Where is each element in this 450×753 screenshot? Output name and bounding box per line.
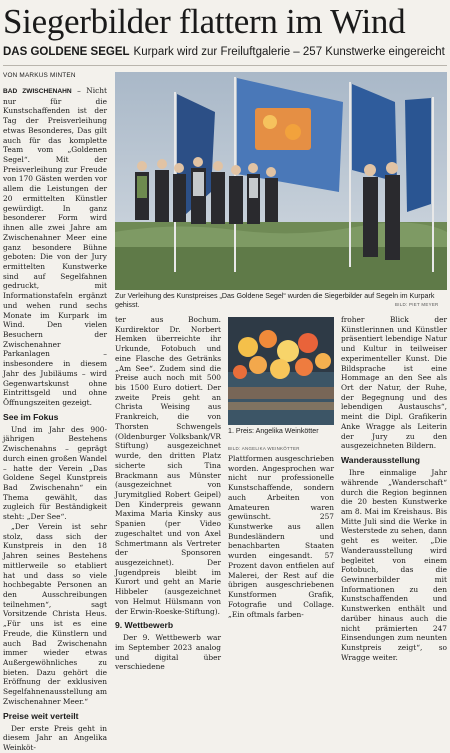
column-2 [115, 315, 221, 672]
winner-photo-credit: BILD: ANGELIKA WEINKÖTTER [228, 446, 300, 451]
subheadline [3, 45, 449, 60]
kicker: DAS GOLDENE SEGEL [3, 46, 130, 58]
subheading-wanderausstellung: Wanderausstellung [341, 455, 420, 466]
paragraph: Der 9. Wettbewerb war im September 2023 analog und digital über verschiedene [115, 633, 221, 672]
paragraph: Und im Jahr des 900-jährigen Bestehens Zwischenahns – geprägt durch einen großen Wandel – hatte der Verein „Das Goldene Segel Kunstpreis Bad Zwischenahn“ ein Thema gewählt, das zugleich für Beständigkeit steht: „Der See“. [3, 424, 107, 522]
paragraph: „Der Verein ist sehr stolz, dass sich der Kunstpreis in den 18 Jahren seines Bestehens mittlerweile so etabliert hat und dass so viele hochbegabte Personen an den Ausschreibungen teilnehmen“, sagt Vorsitzende Christa Heus. „Für uns ist es eine Freude, die Künstlern und auch Bad Zwischenahn immer wieder etwas Außergewöhnliches zu bieten. Dazu gehört die Eröffnung der exklusiven Segelfahnenausstellung am Zwischenahner Meer.“ [3, 521, 107, 706]
main-photo-illustration [115, 72, 447, 290]
winner-photo [228, 317, 334, 425]
dateline: BAD ZWISCHENAHN [3, 88, 72, 95]
winner-photo-caption: 1. Preis: Angelika Weinkötter [228, 427, 319, 435]
main-photo-caption: Zur Verleihung des Kunstpreises „Das Goldene Segel“ wurden die Siegerbilder auf Segeln im Kurpark gehisst. [115, 292, 435, 309]
column-4 [341, 315, 447, 662]
subhead-text: Kurpark wird zur Freiluftgalerie – 257 Kunstwerke eingereicht [133, 46, 445, 58]
paragraph: Ihre einmalige Jahr währende „Wanderschaft“ durch die Region beginnen die 20 besten Kunstwerke am 8. Mai im Kreishaus. Bis Mitte Juli sind die Werke in Westerstede zu sehen, dann geht es weiter. „Die Wanderausstellung wird begleitet von einem Fotobuch, das die Gewinnerbilder mit Informationen zu den Kunstschaffenden und Kunstwerken enthält und darüber hinaus auch die nicht prämierten 247 Einsendungen zum neunten Kunstpreis zeigt“, so Wragge weiter. [341, 468, 447, 662]
header-rule [3, 65, 447, 66]
headline: Siegerbilder flattern im Wind [3, 2, 406, 41]
paragraph: Plattformen ausgeschrieben worden. Angesprochen war nicht nur professionelle Kunstschaffende, sondern auch Arbeiten von Amateuren waren gewünscht. 257 Kunstwerke aus allen Bundesländern und benachbarten Staaten wurden eingesandt. 57 Prozent davon entfielen auf Malerei, der Rest auf die übrigen ausgeschriebenen Kunstformen Grafik, Fotografie und Collage. „Ein oftmals farben- [228, 454, 334, 619]
main-photo-credit: BILD: PIET MEYER [395, 302, 439, 307]
subheading-fokus: See im Fokus [3, 411, 59, 422]
subheading-preise: Preise weit verteilt [3, 710, 79, 721]
column-3 [228, 454, 334, 619]
main-photo [115, 72, 447, 290]
byline: VON MARKUS MINTEN [3, 72, 76, 79]
winner-photo-illustration [228, 317, 334, 425]
paragraph: froher Blick der Künstlerinnen und Künstler präsentiert lebendige Natur und Kultur in teilweiser experimenteller Kunst. Die Bildsprache ist eine Hommage an den See als Ort der Natur, der Ruhe, der Begegnung und des lebendigen Austauschs“, meint die Dipl. Grafikerin Anke Wragge als Leiterin der Jury zu den ausgezeichneten Bildern. [341, 315, 447, 451]
paragraph: Der erste Preis geht in diesem Jahr an Angelika Weinköt- [3, 723, 107, 752]
paragraph: – Nicht nur für die Kunstschaffenden ist der Tag der Preisverleihung etwas Besonderes, Das gilt auch für das komplette Team vom „Goldenen Segel“. Mit der Preisverleihung zur Freude von 170 Gästen werden vor allem die Leistungen der 20 ermittelten Künstler gewürdigt. In ganz besonderer Form wird ihnen alle zwei Jahre am Zwischenahner Meer eine ganz besondere Bühne geboten: Die von der Jury ermittelten Kunstwerke sind auf Segelfahnen gedruckt, mit Informationstafeln ergänzt und wehen rund sechs Monate im Kurpark im Wind. Den vielen Besuchern der Zwischenahner Parkanlagen – insbesondere in diesem Jahr des Jubiläums – wird Gegenwartskunst ohne Eintrittsgeld und ohne Öffnungszeiten gezeigt. [3, 86, 107, 407]
subheading-wettbewerb: 9. Wettbewerb [115, 620, 174, 631]
column-1 [3, 86, 107, 753]
paragraph: ter aus Bochum. Kurdirektor Dr. Norbert Hemken überreichte ihr Urkunde, Fotobuch und eine Flasche des Getränks „Am See“. Zudem sind die Preise auch noch mit 500 bis 1500 Euro dotiert. Der zweite Preis geht an Christa Weising aus Frankreich, die von Thorsten Schwengels (Oldenburger Volksbank/VR Stiftung) ausgezeichnet wurde, den dritten Platz sicherte sich Tina Brackmann aus Münster (ausgezeichnet von Jurymitglied Robert Geipel) Den Kinderpreis gewann Maxima Maria Kinsky aus Spanien (per Video zugeschaltet und von Axel Schmertmann als Vertreter der Sponsoren ausgezeichnet). Der Jugendpreis bleibt im Kurort und geht an Marie Hibbeler (ausgezeichnet von Helmut Hülsmann von der Erwin-Roeske-Stiftung). [115, 315, 221, 616]
